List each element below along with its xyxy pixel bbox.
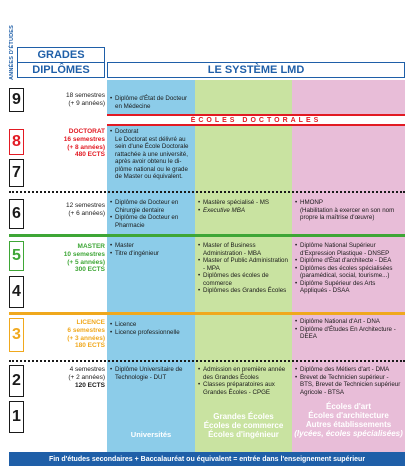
grade-y2-ects: 120 ECTS [75,381,105,389]
grade-y6-semesters: 12 semestres [65,202,105,209]
ge-y6-item: • Mastère spécialisé - MS [198,199,291,207]
grade-doctorat-ects: 480 ECTS [75,151,105,159]
art-licence-cell [295,318,403,341]
grade-licence [28,319,105,350]
separator-master [9,234,405,237]
year-4-box: 4 [9,276,24,308]
grade-doctorat-years: (+ 8 années) [67,143,105,151]
grade-licence-semesters: 6 semestres [67,326,105,334]
univ-licence-item: • Licence professionnelle [110,329,194,337]
ge-y6-cell [198,199,291,214]
art-y2-item: • Brevet de Technicien supérieur - BTS, Brevet de Technicien supérieur Agricole - BTSA [295,374,403,397]
grade-y6 [28,202,105,218]
ge-master-item: • Master of Public Administration - MPA [198,257,291,272]
ge-y2-cell [198,366,291,396]
grade-licence-title: LICENCE [76,319,105,326]
grandes-ecoles-title-1: Grandes Écoles [213,412,274,421]
separator-doctorat [9,191,405,193]
year-6-box: 6 [9,199,24,229]
year-5-box: 5 [9,241,24,271]
art-master-item: • Diplôme National Supérieur d'Expression Plastique - DNSEP [295,242,403,257]
univ-y2-item: • Diplôme Universitaire de Technologie - DUT [110,366,194,381]
year-8-box: 8 [9,129,24,155]
grades-header-line2: DIPLÔMES [18,62,104,76]
grade-master-title: MASTER [77,243,105,250]
grade-y2-years: (+ 2 années) [68,373,105,381]
grade-licence-ects: 180 ECTS [75,342,105,350]
univ-doctorat-cell [110,128,194,181]
art-title-3: Autres établissements [305,420,392,429]
art-master-cell [295,242,403,295]
art-y2-item: • Diplôme des Métiers d'art - DMA [295,366,403,374]
art-master-item: • Diplôme Supérieur des Arts Appliqués - DSAA [295,280,403,295]
grade-licence-years: (+ 3 années) [67,334,105,342]
doctoral-red-line-bottom [107,124,405,126]
grandes-ecoles-title-2: Écoles de commerce [203,421,284,430]
grade-doctorat-semesters: 16 semestres [63,135,105,143]
university-column-title: Universités [130,430,172,439]
art-title-1: Écoles d'art [325,402,372,411]
grandes-ecoles-title-3: Écoles d'ingénieur [208,430,279,439]
art-column-title [292,402,405,438]
univ-y9-cell [110,95,194,110]
grade-y9-years: (+ 9 années) [68,99,105,107]
univ-y6-item: • Diplôme de Docteur en Chirurgie dentaire [110,199,194,214]
grade-master [28,243,105,274]
ge-master-item: • Diplômes des écoles de commerce [198,272,291,287]
univ-master-cell [110,242,194,257]
univ-licence-cell [110,321,194,336]
grade-y9-semesters: 18 semestres [65,92,105,99]
ge-master-cell [198,242,291,295]
ge-y2-item: • Admission en première année des Grandes Écoles [198,366,291,381]
grade-y2-semesters: 4 semestres [69,366,105,373]
separator-licence [9,312,405,315]
ge-master-item: • Diplômes des Grandes Écoles [198,287,291,295]
art-licence-item: • Diplôme d'Études En Architecture - DEEA [295,326,403,341]
univ-master-item: • Master [110,242,194,250]
grade-y2 [28,366,105,389]
univ-master-item: • Titre d'ingénieur [110,250,194,258]
ge-y6-item: • Executive MBA [198,207,291,215]
grandes-ecoles-title [195,412,292,439]
univ-y2-cell [110,366,194,381]
lmd-header: LE SYSTÈME LMD [107,62,405,78]
year-1-box: 1 [9,401,24,433]
year-7-box: 7 [9,159,24,187]
art-title-4: (lycées, écoles spécialisées) [294,429,403,438]
year-3-box: 3 [9,318,24,352]
grade-doctorat [28,128,105,159]
years-axis-label: ANNÉES D'ÉTUDES [9,24,15,80]
art-title-2: Écoles d'architecture [308,411,389,420]
ecoles-doctorales-label: ÉCOLES DOCTORALES [107,116,405,125]
grade-master-ects: 300 ECTS [75,266,105,274]
art-y6-item: • HMONP [295,199,403,207]
grades-header-line1: GRADES [37,49,85,61]
univ-licence-item: • Licence [110,321,194,329]
art-y6-cell [295,199,403,222]
separator-bac2 [9,360,405,362]
univ-doctorat-description: Le Doctorat est délivré au sein d'une École Doctorale rattachée à une université, après avoir obtenu le di-plôme national ou le grade de Master ou équivalent. [115,135,189,180]
ge-master-item: • Master of Business Administration - MBA [198,242,291,257]
art-y2-cell [295,366,403,396]
art-master-item: • Diplôme d'État d'architecte - DEA [295,257,403,265]
grade-master-semesters: 10 semestres [63,250,105,258]
footer-banner: Fin d'études secondaires + Baccalauréat ou équivalent = entrée dans l'enseignement supérieur [9,452,405,466]
univ-doctorat-item: • Doctorat [110,128,194,136]
grade-y9 [28,92,105,108]
year-9-box: 9 [9,88,24,112]
univ-y9-item: • Diplôme d'État de Docteur en Médecine [110,95,194,110]
grade-y6-years: (+ 6 années) [68,209,105,217]
grades-header [17,47,105,78]
art-y6-description: (Habilitation à exercer en son nom propre la maîtrise d'œuvre) [300,206,395,221]
grade-master-years: (+ 5 années) [67,258,105,266]
art-licence-item: • Diplôme National d'Art - DNA [295,318,403,326]
year-2-box: 2 [9,365,24,397]
univ-y6-cell [110,199,194,229]
grade-doctorat-title: DOCTORAT [68,128,105,135]
univ-y6-item: • Diplôme de Docteur en Pharmacie [110,214,194,229]
ge-y2-item: • Classes préparatoires aux Grandes Écoles - CPGE [198,381,291,396]
art-master-item: • Diplômes des écoles spécialisées (paramédical, social, tourisme...) [295,265,403,280]
